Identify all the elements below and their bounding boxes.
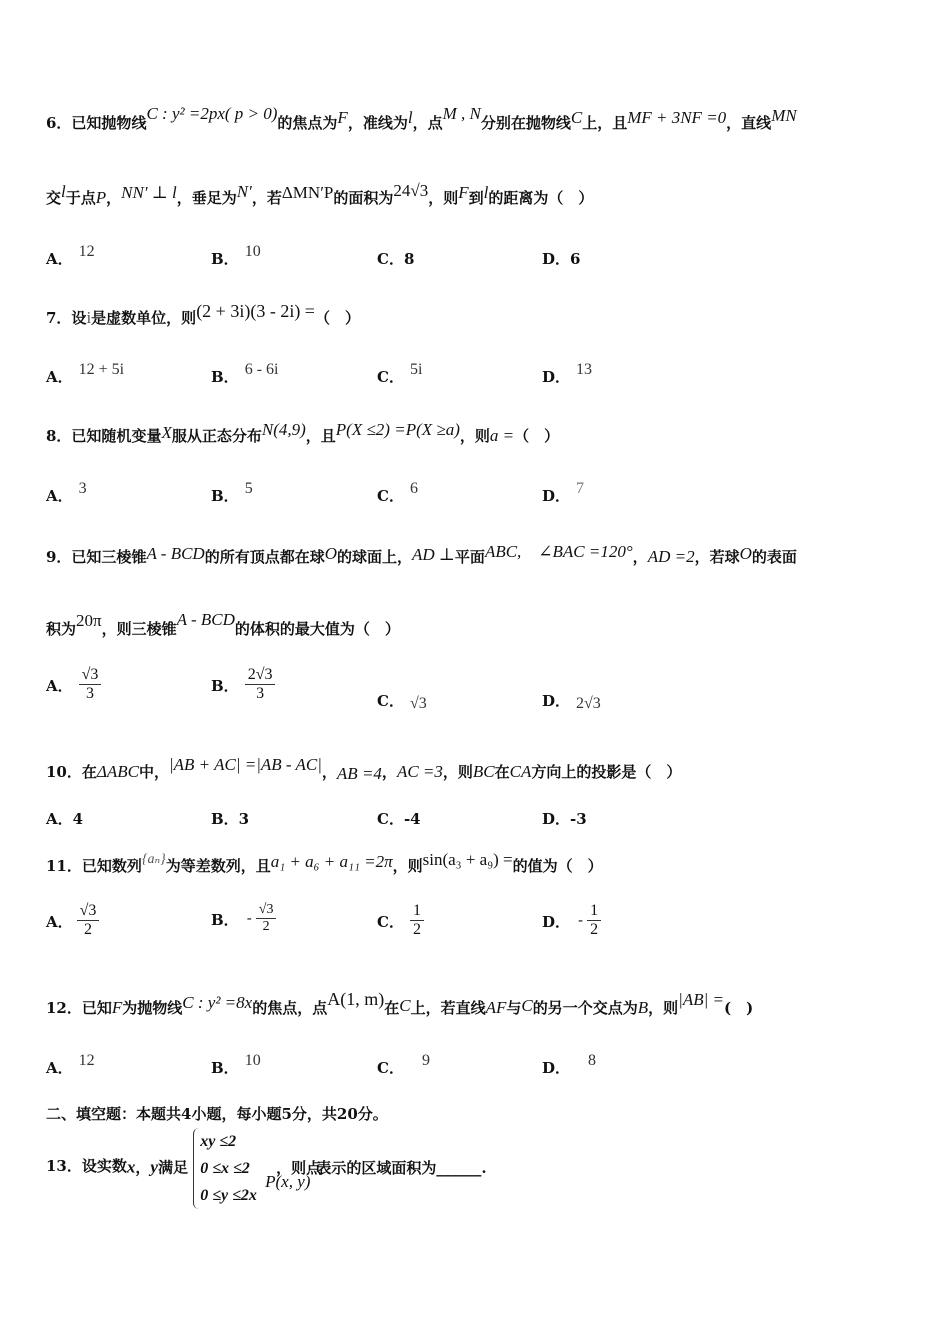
fraction: $\frac{1}{2}$ — [410, 902, 424, 939]
option-a[interactable]: A． 3 — [46, 480, 87, 505]
section-heading: 二、填空题：本题共4小题，每小题5分，共20分。 — [46, 1105, 388, 1123]
question-10-line-1: 10．在ΔABC中，|AB + AC| =|AB - AC|，AB =4，AC =3，则BC在CA方向上的投影是（ ） — [46, 755, 682, 783]
question-7-line-1: 7．设i是虚数单位，则(2 + 3i)(3 - 2i) =（ ） — [46, 301, 360, 327]
option-d[interactable]: D． 2√3 — [542, 692, 601, 712]
question-8-line-1: 8．已知随机变量X服从正态分布N(4,9)，且P(X ≤2) =P(X ≥a)，则a =（ ） — [46, 420, 560, 445]
option-a[interactable]: A． 12 — [46, 243, 95, 268]
option-b[interactable]: B． - $\frac{√3}{2}$ — [211, 902, 276, 935]
option-c[interactable]: C． 9 — [377, 1052, 430, 1077]
option-c[interactable]: C． √3 — [377, 692, 427, 712]
option-b[interactable]: B． 6 - 6i — [211, 361, 279, 386]
option-d[interactable]: D． 13 — [542, 361, 593, 386]
fraction: $\frac{2√3}{3}$ — [245, 666, 276, 703]
inequality-system: xy ≤2 0 ≤x ≤2 0 ≤y ≤2x — [193, 1128, 257, 1209]
option-b[interactable]: B． 10 — [211, 243, 261, 268]
option-a[interactable]: A． $\frac{√3}{2}$ — [46, 902, 99, 939]
option-a[interactable]: A． $\frac{√3}{3}$ — [46, 666, 101, 703]
fraction: $\frac{1}{2}$ — [587, 902, 601, 939]
fraction: $\frac{√3}{2}$ — [256, 902, 277, 935]
question-13: 13．设实数x，y满足 xy ≤2 0 ≤x ≤2 0 ≤y ≤2x ，则点P(x, y)表示的区域面积为______. — [46, 1128, 910, 1209]
fraction: $\frac{√3}{3}$ — [79, 666, 102, 703]
option-d[interactable]: D．-3 — [542, 810, 587, 828]
option-d[interactable]: D． 7 — [542, 480, 585, 505]
option-b[interactable]: B．3 — [211, 810, 250, 828]
option-c[interactable]: C．-4 — [377, 810, 421, 828]
option-c[interactable]: C． 6 — [377, 480, 418, 505]
option-d[interactable]: D．6 — [542, 250, 581, 268]
question-6-line-1: 6．已知抛物线C : y² =2px( p > 0)的焦点为F，准线为l，点M , N分别在抛物线C上，且MF + 3NF =0，直线MN — [46, 104, 797, 132]
option-c[interactable]: C． 5i — [377, 361, 423, 386]
option-d[interactable]: D． - $\frac{1}{2}$ — [542, 902, 601, 939]
option-d[interactable]: D． 8 — [542, 1052, 597, 1077]
option-b[interactable]: B． 5 — [211, 480, 253, 505]
question-6-line-2: 交l于点P，NN′ ⊥ l，垂足为N′，若ΔMN′P的面积为24√3，则F到l的距离为（ ） — [46, 181, 594, 207]
option-c[interactable]: C．8 — [377, 250, 415, 268]
option-a[interactable]: A．4 — [46, 810, 84, 828]
option-c[interactable]: C． $\frac{1}{2}$ — [377, 902, 424, 939]
question-11-line-1: 11．已知数列{aₙ}为等差数列，且a₁ + a₆ + a₁₁ =2π，则sin(a₃ + a₉) =的值为（ ） — [46, 850, 603, 875]
option-a[interactable]: A． 12 + 5i — [46, 361, 125, 386]
question-9-line-2: 积为20π，则三棱锥A - BCD的体积的最大值为（ ） — [46, 610, 400, 638]
option-b[interactable]: B． $\frac{2√3}{3}$ — [211, 666, 275, 703]
option-b[interactable]: B． 10 — [211, 1052, 261, 1077]
fraction: $\frac{√3}{2}$ — [77, 902, 100, 939]
option-a[interactable]: A． 12 — [46, 1052, 95, 1077]
question-12-line-1: 12．已知F为抛物线C : y² =8x的焦点，点A(1, m)在C上，若直线AF与C的另一个交点为B，则|AB| =( ) — [46, 989, 754, 1017]
question-9-line-1: 9．已知三棱锥A - BCD的所有顶点都在球O的球面上，AD ⊥平面ABC, ∠BAC =120°，AD =2，若球O的表面 — [46, 542, 797, 566]
